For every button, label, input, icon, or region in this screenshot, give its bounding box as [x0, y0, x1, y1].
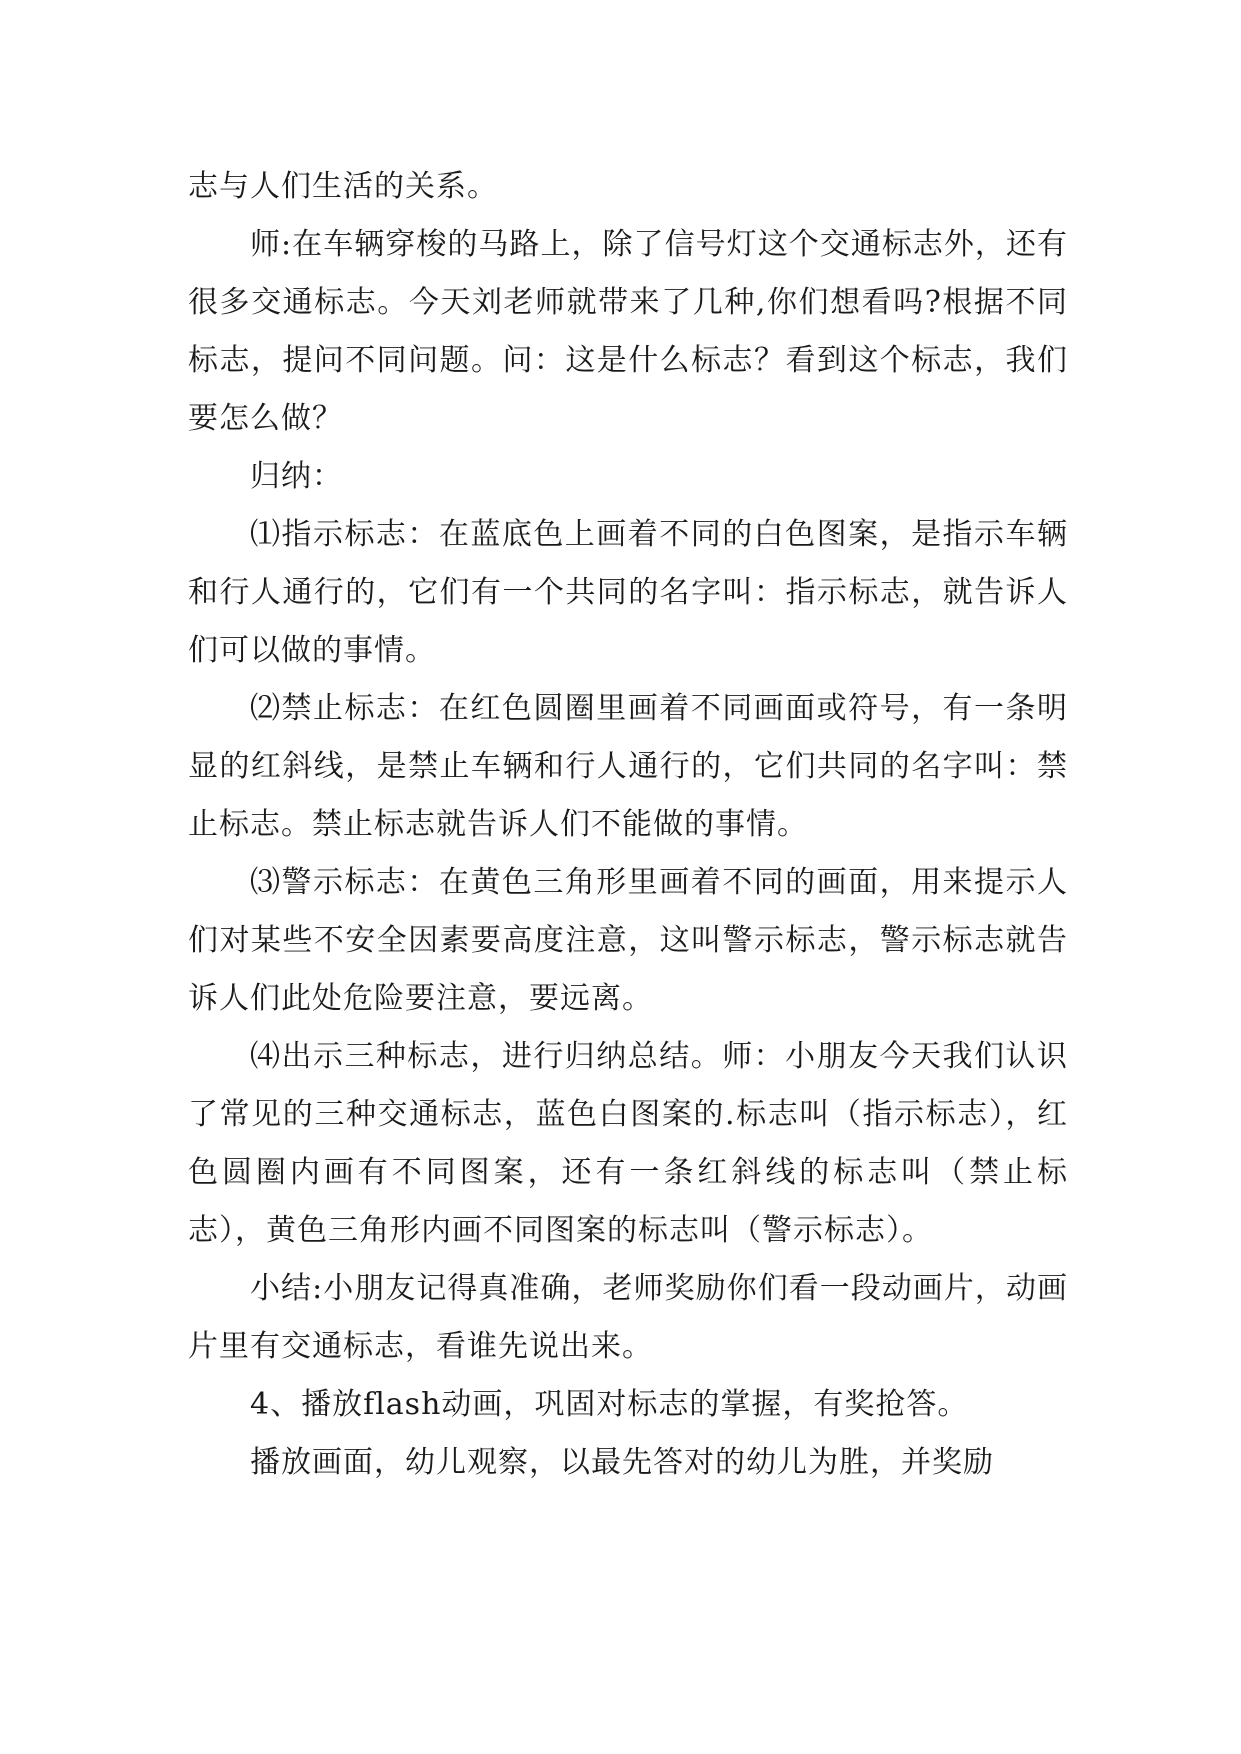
paragraph-9: 4、播放flash动画，巩固对标志的掌握，有奖抢答。 [250, 1387, 969, 1422]
paragraph-8: 小结:小朋友记得真准确，老师奖励你们看一段动画片，动画片里有交通标志，看谁先说出来。 [188, 1271, 1068, 1364]
paragraph-7: ⑷出示三种标志，进行归纳总结。师：小朋友今天我们认识了常见的三种交通标志，蓝色白图案的.标志叫（指示标志），红色圆圈内画有不同图案，还有一条红斜线的标志叫（禁止标志），黄色三角形内画不同图案的标志叫（警示标志）。 [188, 1039, 1068, 1248]
paragraph-4: ⑴指示标志：在蓝底色上画着不同的白色图案，是指示车辆和行人通行的，它们有一个共同的名字叫：指示标志，就告诉人们可以做的事情。 [188, 517, 1068, 668]
paragraph-6: ⑶警示标志：在黄色三角形里画着不同的画面，用来提示人们对某些不安全因素要高度注意，这叫警示标志，警示标志就告诉人们此处危险要注意，要远离。 [188, 865, 1068, 1016]
paragraph-1: 志与人们生活的关系。 [188, 169, 498, 204]
paragraph-5: ⑵禁止标志：在红色圆圈里画着不同画面或符号，有一条明显的红斜线，是禁止车辆和行人通行的，它们共同的名字叫：禁止标志。禁止标志就告诉人们不能做的事情。 [188, 691, 1068, 842]
paragraph-10: 播放画面，幼儿观察，以最先答对的幼儿为胜，并奖励 [250, 1445, 994, 1480]
paragraph-3: 归纳： [250, 459, 343, 494]
paragraph-2: 师:在车辆穿梭的马路上，除了信号灯这个交通标志外，还有很多交通标志。今天刘老师就带来了几种,你们想看吗?根据不同标志，提问不同问题。问：这是什么标志？看到这个标志，我们要怎么做？ [188, 227, 1068, 436]
body-text [188, 158, 1068, 1492]
